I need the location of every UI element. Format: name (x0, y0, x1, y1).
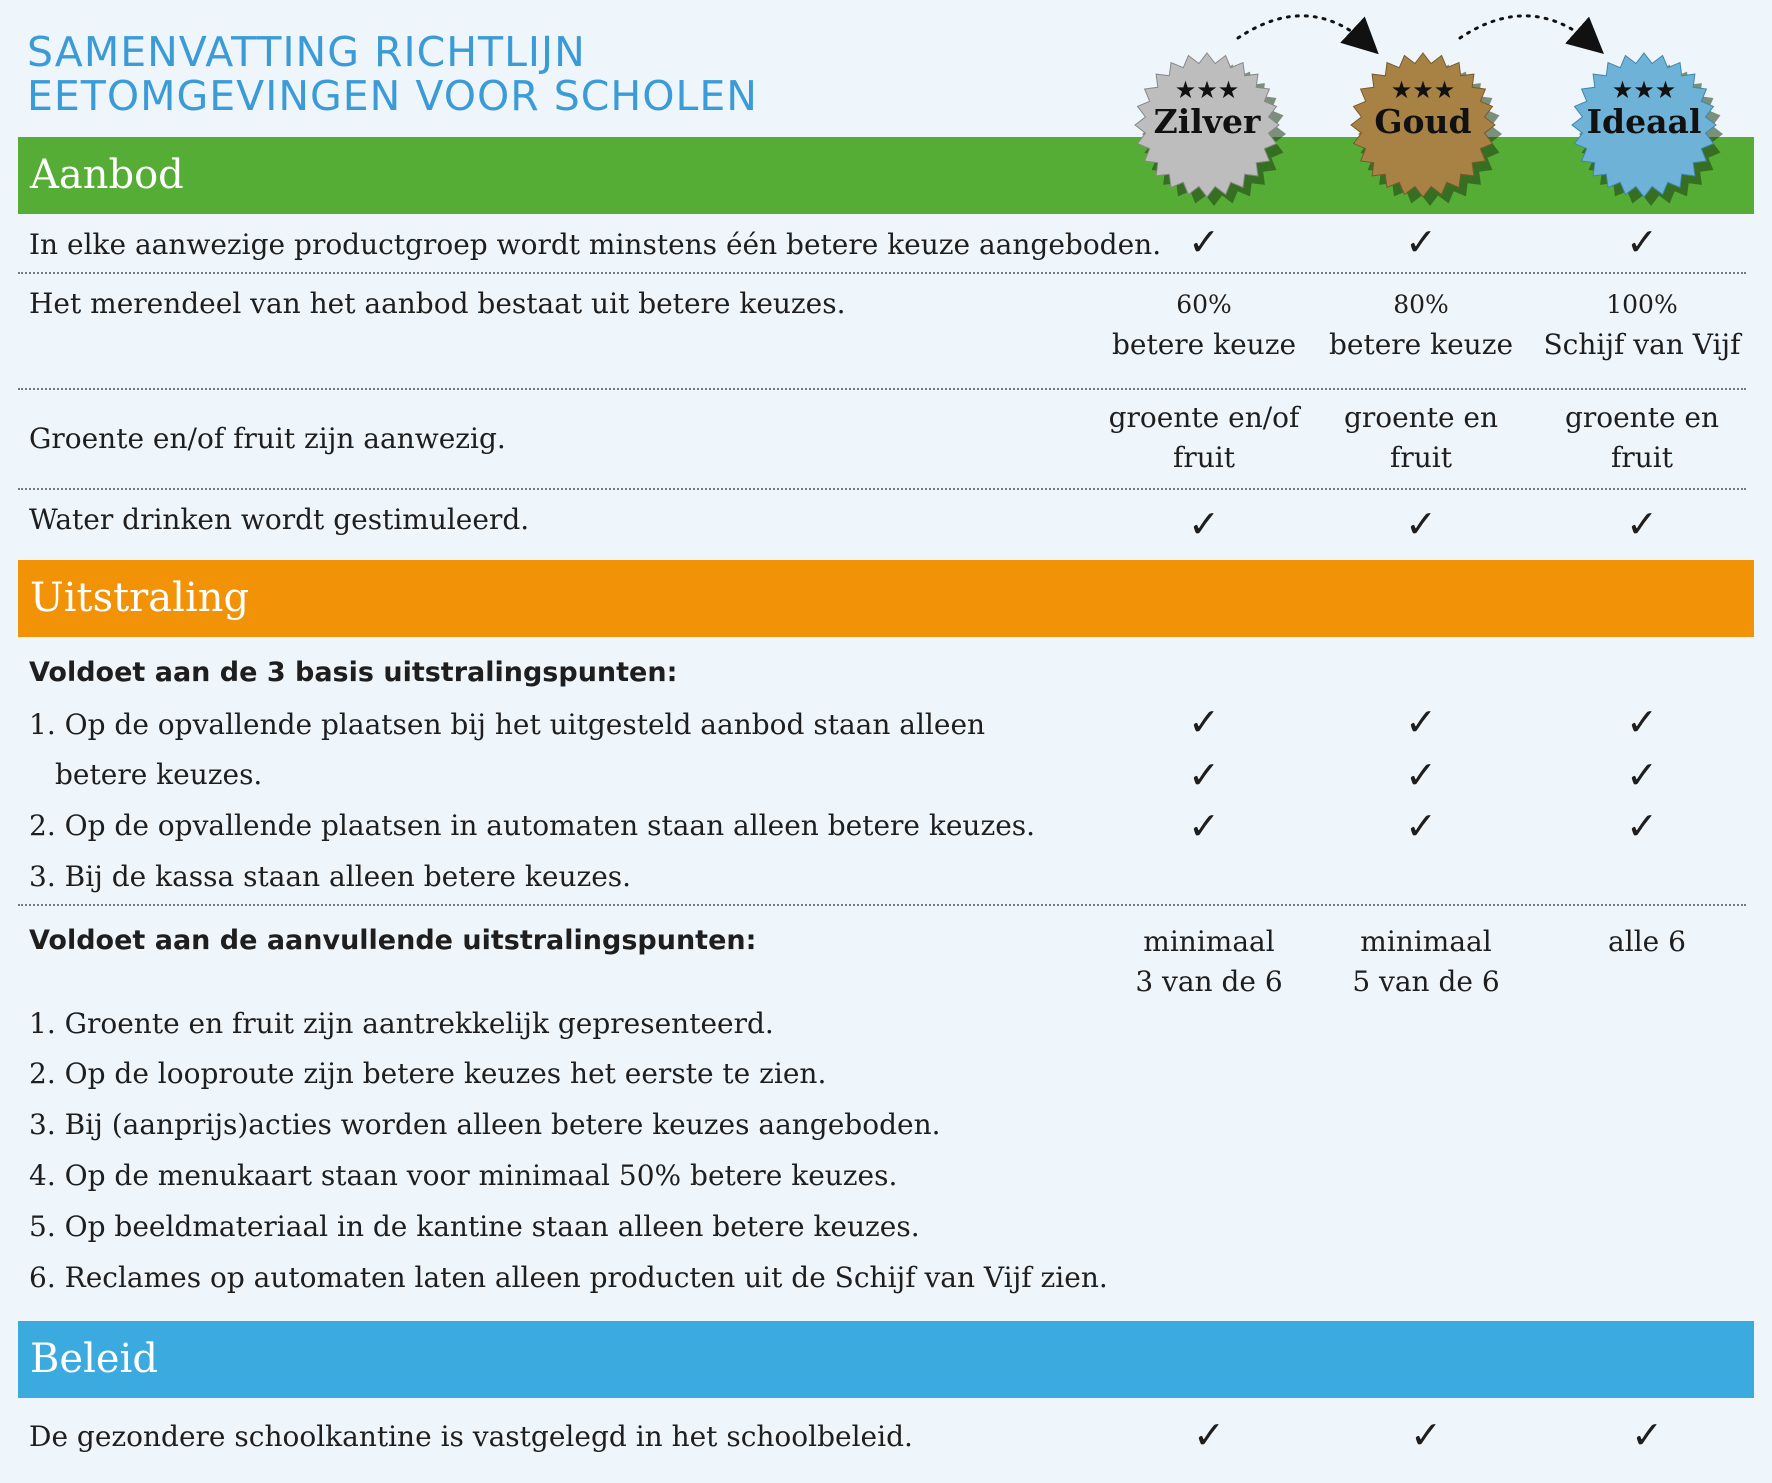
check-icon: ✓ (1188, 700, 1220, 744)
check-icon: ✓ (1188, 753, 1220, 797)
row-divider (18, 488, 1746, 490)
check-icon: ✓ (1626, 700, 1658, 744)
aanvullend-heading: Voldoet aan de aanvullende uitstralingspunten: (29, 925, 757, 956)
aanvullend-item: 1. Groente en fruit zijn aantrekkelijk gepresenteerd. (29, 1007, 774, 1040)
aanvullend-item: 5. Op beeldmateriaal in de kantine staan alleen betere keuzes. (29, 1210, 920, 1243)
ideaal-requirement: groente en fruit (1564, 401, 1720, 474)
aanbod-row-2-text: Het merendeel van het aanbod bestaat uit betere keuzes. (29, 287, 846, 320)
aanvullend-item: 6. Reclames op automaten laten alleen producten uit de Schijf van Vijf zien. (29, 1261, 1108, 1294)
ideaal-requirement: 100% Schijf van Vijf (1543, 290, 1741, 361)
check-icon: ✓ (1626, 220, 1658, 264)
aanbod-row-3-text: Groente en/of fruit zijn aanwezig. (29, 422, 506, 455)
section-header-uitstraling: Uitstraling (18, 560, 1754, 637)
basis-item: betere keuzes. (55, 758, 263, 791)
check-icon: ✓ (1626, 753, 1658, 797)
badge-label: Goud (1374, 102, 1472, 141)
check-icon: ✓ (1405, 700, 1437, 744)
stars-icon: ★★★ (1174, 76, 1240, 104)
check-icon: ✓ (1405, 753, 1437, 797)
zilver-requirement: minimaal 3 van de 6 (1135, 925, 1283, 998)
badge-zilver (1122, 40, 1292, 210)
section-header-aanbod: Aanbod (18, 137, 1754, 214)
aanbod-row-1-text: In elke aanwezige productgroep wordt minstens één betere keuze aangeboden. (29, 228, 1162, 261)
check-icon: ✓ (1626, 804, 1658, 848)
aanbod-row-4-text: Water drinken wordt gestimuleerd. (29, 503, 530, 536)
badge-ideaal (1559, 40, 1729, 210)
basis-item: 1. Op de opvallende plaatsen bij het uitgesteld aanbod staan alleen (29, 708, 986, 741)
page-title (27, 30, 758, 118)
basis-item: 3. Bij de kassa staan alleen betere keuzes. (29, 860, 632, 893)
check-icon: ✓ (1188, 502, 1220, 546)
badge-goud (1338, 40, 1508, 210)
ideaal-requirement: alle 6 (1608, 925, 1686, 958)
goud-requirement: groente en fruit (1343, 401, 1499, 474)
check-icon: ✓ (1188, 220, 1220, 264)
check-icon: ✓ (1405, 804, 1437, 848)
stars-icon: ★★★ (1390, 76, 1456, 104)
stars-icon: ★★★ (1611, 76, 1677, 104)
check-icon: ✓ (1410, 1413, 1442, 1457)
zilver-requirement: 60% betere keuze (1111, 290, 1297, 361)
title-line-2: EETOMGEVINGEN VOOR SCHOLEN (27, 72, 758, 120)
title-line-1: SAMENVATTING RICHTLIJN (27, 28, 586, 76)
goud-requirement: minimaal 5 van de 6 (1352, 925, 1500, 998)
check-icon: ✓ (1405, 220, 1437, 264)
beleid-row-1-text: De gezondere schoolkantine is vastgelegd in het schoolbeleid. (29, 1420, 913, 1453)
check-icon: ✓ (1631, 1413, 1663, 1457)
basis-heading: Voldoet aan de 3 basis uitstralingspunten: (29, 657, 678, 688)
aanvullend-item: 2. Op de looproute zijn betere keuzes het eerste te zien. (29, 1057, 827, 1090)
row-divider (18, 272, 1746, 274)
check-icon: ✓ (1188, 804, 1220, 848)
zilver-requirement: groente en/of fruit (1108, 401, 1300, 474)
badge-label: Zilver (1153, 102, 1261, 141)
badge-label: Ideaal (1586, 102, 1702, 141)
goud-requirement: 80% betere keuze (1328, 290, 1514, 361)
check-icon: ✓ (1626, 502, 1658, 546)
basis-item: 2. Op de opvallende plaatsen in automaten staan alleen betere keuzes. (29, 809, 1036, 842)
section-header-beleid: Beleid (18, 1321, 1754, 1398)
row-divider (18, 388, 1746, 390)
aanvullend-item: 3. Bij (aanprijs)acties worden alleen betere keuzes aangeboden. (29, 1108, 941, 1141)
row-divider (18, 904, 1746, 906)
aanvullend-item: 4. Op de menukaart staan voor minimaal 50% betere keuzes. (29, 1159, 898, 1192)
check-icon: ✓ (1193, 1413, 1225, 1457)
check-icon: ✓ (1405, 502, 1437, 546)
